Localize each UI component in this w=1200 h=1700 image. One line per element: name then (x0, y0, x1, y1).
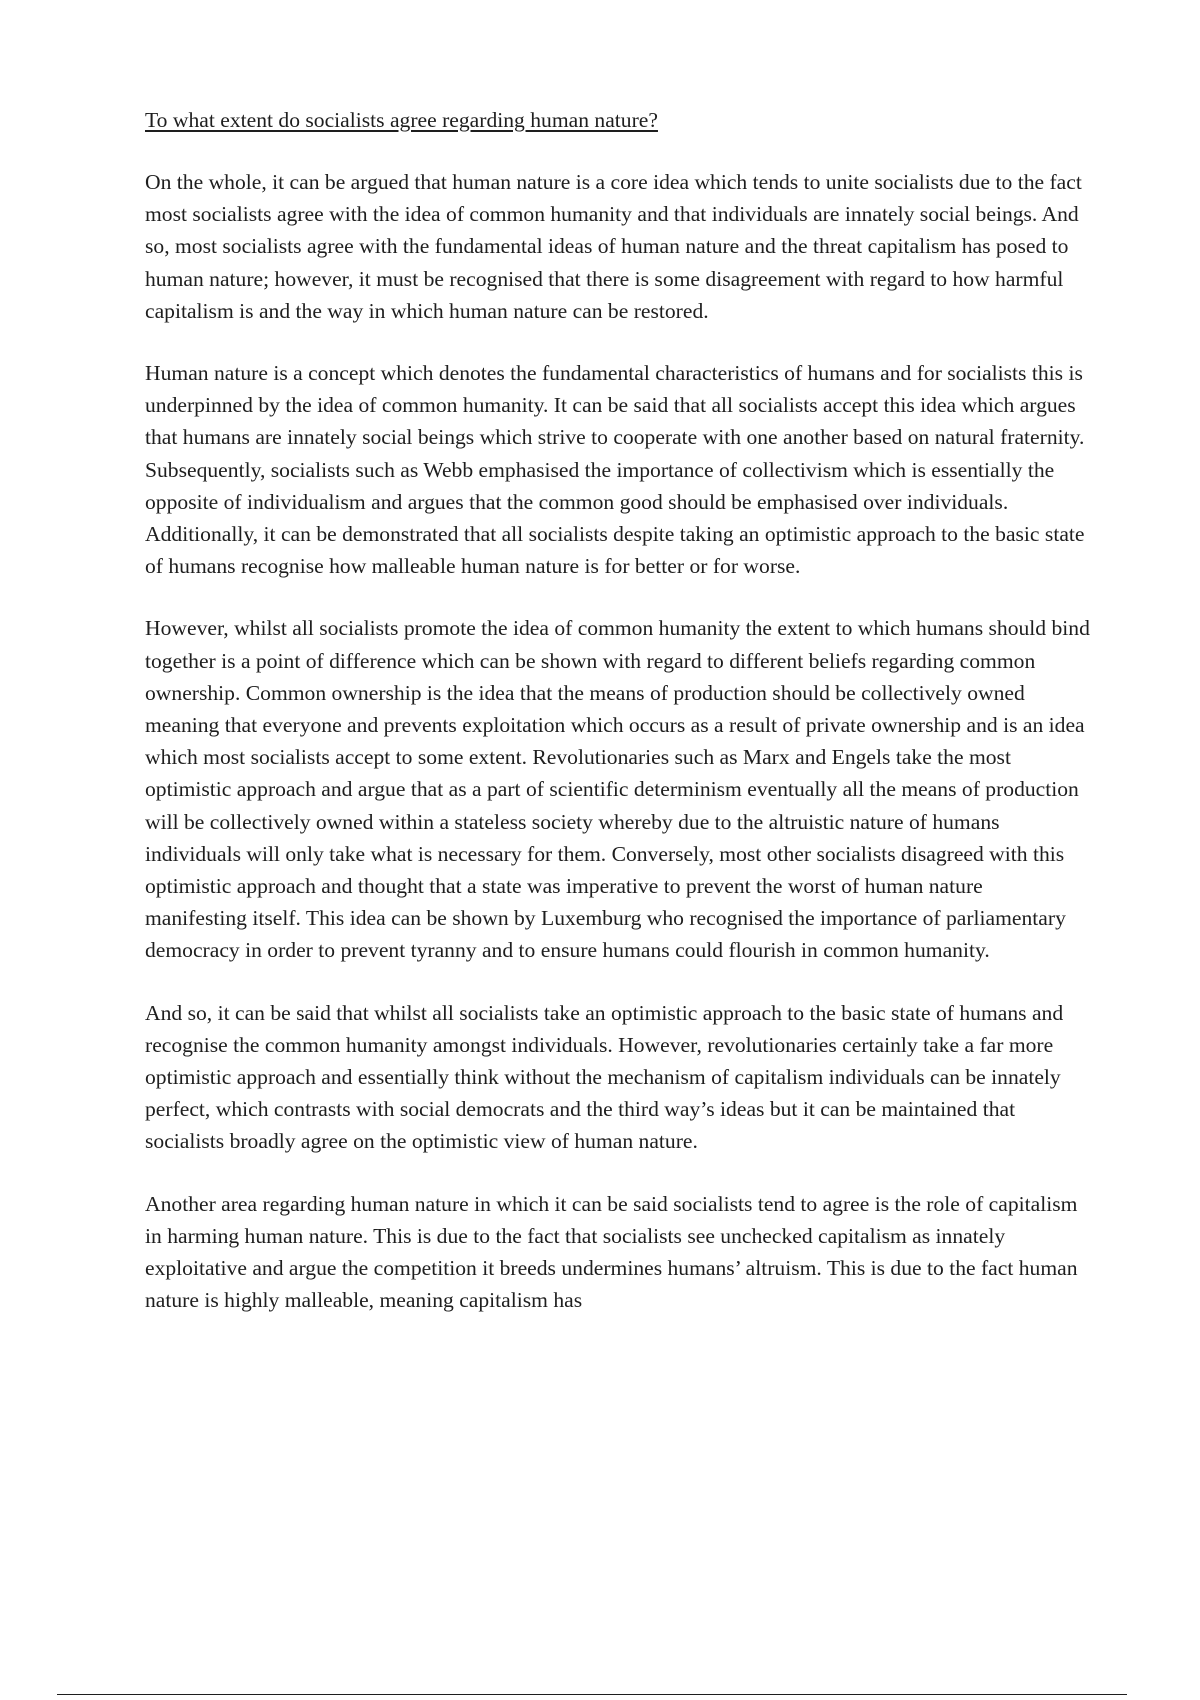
paragraph-3: However, whilst all socialists promote the idea of common humanity the extent to which humans should bind together is a point of difference which can be shown with regard to different beliefs regarding common ownership. Common ownership is the idea that the means of production should be collectively owned meaning that everyone and prevents exploitation which occurs as a result of private ownership and is an idea which most socialists accept to some extent. Revolutionaries such as Marx and Engels take the most optimistic approach and argue that as a part of scientific determinism eventually all the means of production will be collectively owned within a stateless society whereby due to the altruistic nature of humans individuals will only take what is necessary for them. Conversely, most other socialists disagreed with this optimistic approach and thought that a state was imperative to prevent the worst of human nature manifesting itself. This idea can be shown by Luxemburg who recognised the importance of parliamentary democracy in order to prevent tyranny and to ensure humans could flourish in common humanity. (145, 616, 1090, 963)
paragraph-5: Another area regarding human nature in which it can be said socialists tend to agree is the role of capitalism in harming human nature. This is due to the fact that socialists see unchecked capitalism as innately exploitative and argue the competition it breeds undermines humans’ altruism. This is due to the fact human nature is highly malleable, meaning capitalism has (145, 1191, 1078, 1313)
page-bottom-divider (57, 1694, 1127, 1695)
document-page (145, 104, 1090, 1347)
paragraph-2: Human nature is a concept which denotes the fundamental characteristics of humans and for socialists this is underpinned by the idea of common humanity. It can be said that all socialists accept this idea which argues that humans are innately social beings which strive to cooperate with one another based on natural fraternity. Subsequently, socialists such as Webb emphasised the importance of collectivism which is essentially the opposite of individualism and argues that the common good should be emphasised over individuals. Additionally, it can be demonstrated that all socialists despite taking an optimistic approach to the basic state of humans recognise how malleable human nature is for better or for worse. (145, 361, 1085, 579)
essay-title: To what extent do socialists agree regarding human nature? (145, 108, 658, 132)
paragraph-4: And so, it can be said that whilst all socialists take an optimistic approach to the basic state of humans and recognise the common humanity amongst individuals. However, revolutionaries certainly take a far more optimistic approach and essentially think without the mechanism of capitalism individuals can be innately perfect, which contrasts with social democrats and the third way’s ideas but it can be maintained that socialists broadly agree on the optimistic view of human nature. (145, 1000, 1064, 1154)
paragraph-1: On the whole, it can be argued that human nature is a core idea which tends to unite socialists due to the fact most socialists agree with the idea of common humanity and that individuals are innately social beings. And so, most socialists agree with the fundamental ideas of human nature and the threat capitalism has posed to human nature; however, it must be recognised that there is some disagreement with regard to how harmful capitalism is and the way in which human nature can be restored. (145, 170, 1082, 323)
